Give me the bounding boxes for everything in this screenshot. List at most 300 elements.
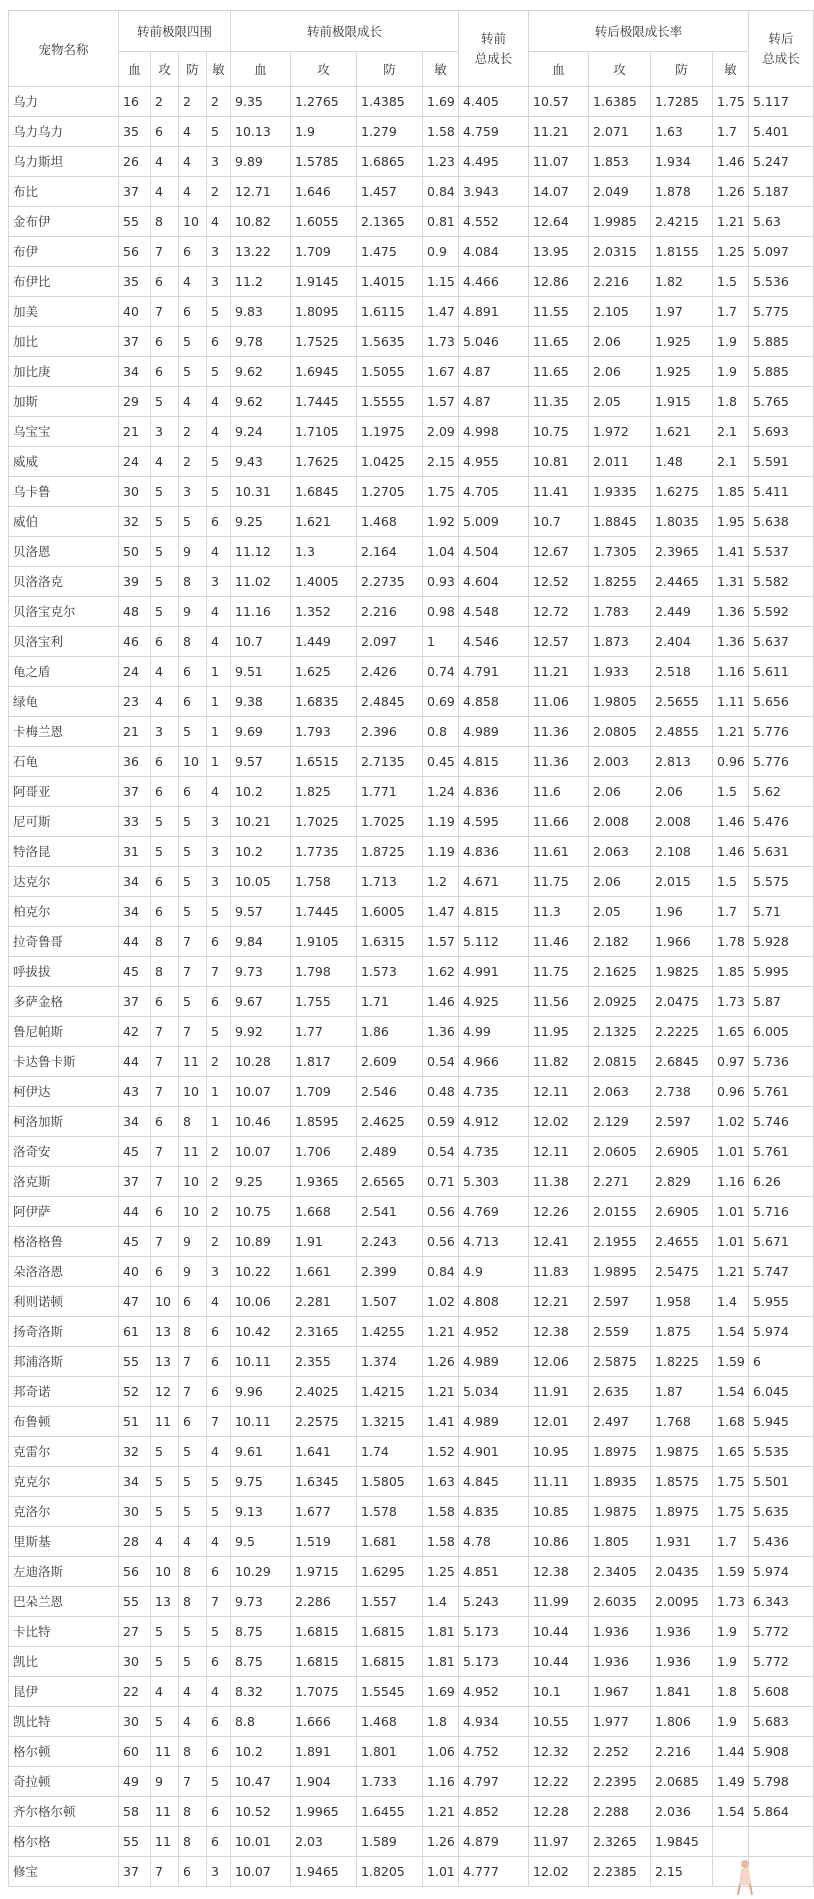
stat-cell: 1.15 <box>423 267 459 297</box>
stat-cell: 2.6035 <box>589 1587 651 1617</box>
stat-cell: 5 <box>207 1017 231 1047</box>
stat-cell: 3 <box>179 477 207 507</box>
stat-cell: 7 <box>207 957 231 987</box>
stat-cell: 1.86 <box>357 1017 423 1047</box>
stat-cell: 1.9465 <box>291 1857 357 1887</box>
stat-cell: 6 <box>207 1797 231 1827</box>
stat-cell: 9 <box>179 597 207 627</box>
table-row <box>9 1497 814 1527</box>
stat-cell: 1.713 <box>357 867 423 897</box>
stat-cell: 5.908 <box>749 1737 814 1767</box>
stat-cell: 0.8 <box>423 717 459 747</box>
stat-cell: 1.4215 <box>357 1377 423 1407</box>
stat-cell: 4 <box>179 387 207 417</box>
stat-cell: 1.519 <box>291 1527 357 1557</box>
stat-cell: 12.41 <box>529 1227 589 1257</box>
stat-cell: 4 <box>151 687 179 717</box>
sub-header-def: 防 <box>357 52 423 87</box>
pet-name-cell: 朵洛洛恩 <box>9 1257 119 1287</box>
table-row <box>9 1707 814 1737</box>
stat-cell: 1.62 <box>423 957 459 987</box>
stat-cell: 7 <box>151 297 179 327</box>
stat-cell: 2.036 <box>651 1797 713 1827</box>
stat-cell: 1.85 <box>713 957 749 987</box>
stat-cell: 1.92 <box>423 507 459 537</box>
stat-cell: 4 <box>207 387 231 417</box>
stat-cell: 4.752 <box>459 1737 529 1767</box>
stat-cell: 34 <box>119 357 151 387</box>
stat-cell: 6 <box>151 777 179 807</box>
stat-cell: 2.097 <box>357 627 423 657</box>
stat-cell: 13 <box>151 1317 179 1347</box>
stat-cell: 2.546 <box>357 1077 423 1107</box>
stat-cell: 5 <box>207 477 231 507</box>
stat-cell: 1.8 <box>713 1677 749 1707</box>
stat-cell: 2.06 <box>589 327 651 357</box>
stat-cell: 11.38 <box>529 1167 589 1197</box>
stat-cell: 35 <box>119 117 151 147</box>
pet-stats-table <box>8 10 814 1887</box>
stat-cell: 11.36 <box>529 747 589 777</box>
pet-name-cell: 绿龟 <box>9 687 119 717</box>
stat-cell: 11.41 <box>529 477 589 507</box>
stat-cell: 1.7105 <box>291 417 357 447</box>
stat-cell: 2.06 <box>589 867 651 897</box>
stat-cell: 4.78 <box>459 1527 529 1557</box>
stat-cell: 31 <box>119 837 151 867</box>
stat-cell: 1.9 <box>713 1647 749 1677</box>
stat-cell: 5.097 <box>749 237 814 267</box>
stat-cell: 10.07 <box>231 1137 291 1167</box>
stat-cell: 5 <box>179 1497 207 1527</box>
stat-cell: 6.005 <box>749 1017 814 1047</box>
stat-cell: 55 <box>119 1827 151 1857</box>
table-row <box>9 837 814 867</box>
stat-cell: 11 <box>151 1737 179 1767</box>
stat-cell: 10.81 <box>529 447 589 477</box>
pet-name-cell: 乌宝宝 <box>9 417 119 447</box>
table-row <box>9 1377 814 1407</box>
stat-cell: 4.713 <box>459 1227 529 1257</box>
table-row <box>9 1287 814 1317</box>
stat-cell: 5.974 <box>749 1557 814 1587</box>
stat-cell: 1.7 <box>713 297 749 327</box>
stat-cell: 2.0685 <box>651 1767 713 1797</box>
stat-cell: 52 <box>119 1377 151 1407</box>
stat-cell: 4.769 <box>459 1197 529 1227</box>
stat-cell: 1.21 <box>423 1797 459 1827</box>
stat-cell: 12.72 <box>529 597 589 627</box>
stat-cell: 1.7 <box>713 897 749 927</box>
stat-cell: 6 <box>151 627 179 657</box>
stat-cell: 9.61 <box>231 1437 291 1467</box>
stat-cell: 6 <box>179 237 207 267</box>
stat-cell: 1.967 <box>589 1677 651 1707</box>
watermark-figure-icon <box>730 1858 756 1896</box>
stat-cell: 37 <box>119 177 151 207</box>
stat-cell: 10.11 <box>231 1407 291 1437</box>
stat-cell: 5.772 <box>749 1617 814 1647</box>
stat-cell: 5.117 <box>749 87 814 117</box>
table-row <box>9 807 814 837</box>
stat-cell: 2.355 <box>291 1347 357 1377</box>
stat-cell: 1.31 <box>713 567 749 597</box>
stat-cell: 2.063 <box>589 1077 651 1107</box>
stat-cell: 16 <box>119 87 151 117</box>
stat-cell: 11 <box>151 1407 179 1437</box>
stat-cell: 4.595 <box>459 807 529 837</box>
stat-cell: 2.4855 <box>651 717 713 747</box>
stat-cell: 2.1 <box>713 447 749 477</box>
stat-cell: 58 <box>119 1797 151 1827</box>
stat-cell: 5.631 <box>749 837 814 867</box>
table-row <box>9 1557 814 1587</box>
stat-cell: 1.65 <box>713 1437 749 1467</box>
stat-cell <box>713 1827 749 1857</box>
stat-cell: 2.271 <box>589 1167 651 1197</box>
stat-cell: 2.4655 <box>651 1227 713 1257</box>
stat-cell: 4.836 <box>459 837 529 867</box>
stat-cell: 1.78 <box>713 927 749 957</box>
stat-cell: 2.2575 <box>291 1407 357 1437</box>
stat-cell: 6 <box>207 1827 231 1857</box>
stat-cell: 10.42 <box>231 1317 291 1347</box>
table-row <box>9 1017 814 1047</box>
stat-cell: 0.93 <box>423 567 459 597</box>
table-row <box>9 87 814 117</box>
stat-cell: 11.06 <box>529 687 589 717</box>
stat-cell: 4 <box>179 1707 207 1737</box>
stat-cell: 1.41 <box>713 537 749 567</box>
table-row <box>9 1077 814 1107</box>
stat-cell: 3 <box>207 237 231 267</box>
pet-name-cell: 龟之盾 <box>9 657 119 687</box>
stat-cell: 23 <box>119 687 151 717</box>
stat-cell: 4.552 <box>459 207 529 237</box>
stat-cell: 1.25 <box>713 237 749 267</box>
stat-cell: 2.0155 <box>589 1197 651 1227</box>
stat-cell: 6 <box>207 507 231 537</box>
stat-cell: 11.95 <box>529 1017 589 1047</box>
stat-cell: 1.7 <box>713 1527 749 1557</box>
stat-cell: 9.84 <box>231 927 291 957</box>
stat-cell: 11.61 <box>529 837 589 867</box>
stat-cell: 1.468 <box>357 1707 423 1737</box>
stat-cell: 10.1 <box>529 1677 589 1707</box>
stat-cell: 1.54 <box>713 1797 749 1827</box>
table-row <box>9 1857 814 1887</box>
stat-cell: 1.972 <box>589 417 651 447</box>
stat-cell: 1.0425 <box>357 447 423 477</box>
stat-cell: 12.71 <box>231 177 291 207</box>
table-row <box>9 1137 814 1167</box>
stat-cell: 4 <box>207 417 231 447</box>
stat-cell: 1.6815 <box>291 1647 357 1677</box>
stat-cell: 6 <box>179 687 207 717</box>
stat-cell: 10.7 <box>529 507 589 537</box>
stat-cell: 5 <box>207 357 231 387</box>
stat-cell: 5.716 <box>749 1197 814 1227</box>
stat-cell: 10.86 <box>529 1527 589 1557</box>
pet-name-cell: 巴朵兰恩 <box>9 1587 119 1617</box>
table-row <box>9 387 814 417</box>
stat-cell: 1.26 <box>423 1827 459 1857</box>
stat-cell: 0.56 <box>423 1227 459 1257</box>
stat-cell: 14.07 <box>529 177 589 207</box>
stat-cell: 5.046 <box>459 327 529 357</box>
stat-cell: 11.83 <box>529 1257 589 1287</box>
table-header <box>9 11 814 87</box>
stat-cell: 9.83 <box>231 297 291 327</box>
stat-cell: 2.2385 <box>589 1857 651 1887</box>
stat-cell: 4.604 <box>459 567 529 597</box>
stat-cell: 1.936 <box>589 1617 651 1647</box>
stat-cell: 5.173 <box>459 1647 529 1677</box>
stat-cell: 1.475 <box>357 237 423 267</box>
stat-cell: 55 <box>119 1347 151 1377</box>
stat-cell: 9.92 <box>231 1017 291 1047</box>
stat-cell: 11.36 <box>529 717 589 747</box>
stat-cell: 9.96 <box>231 1377 291 1407</box>
stat-cell: 37 <box>119 1857 151 1887</box>
stat-cell: 2.1 <box>713 417 749 447</box>
stat-cell: 11.75 <box>529 957 589 987</box>
stat-cell: 12.22 <box>529 1767 589 1797</box>
stat-cell: 1.21 <box>713 207 749 237</box>
stat-cell: 1.73 <box>423 327 459 357</box>
stat-cell: 1.54 <box>713 1317 749 1347</box>
stat-cell: 7 <box>151 1857 179 1887</box>
stat-cell: 26 <box>119 147 151 177</box>
stat-cell: 5.401 <box>749 117 814 147</box>
stat-cell: 6 <box>151 267 179 297</box>
table-row <box>9 1047 814 1077</box>
stat-cell: 11.82 <box>529 1047 589 1077</box>
stat-cell: 4.546 <box>459 627 529 657</box>
stat-cell: 6 <box>151 327 179 357</box>
stat-cell: 1 <box>423 627 459 657</box>
stat-cell: 0.84 <box>423 177 459 207</box>
stat-cell: 1.21 <box>423 1317 459 1347</box>
stat-cell: 1.706 <box>291 1137 357 1167</box>
stat-cell: 1.666 <box>291 1707 357 1737</box>
stat-cell: 1.6865 <box>357 147 423 177</box>
stat-cell: 1.47 <box>423 297 459 327</box>
stat-cell: 24 <box>119 447 151 477</box>
stat-cell: 1.49 <box>713 1767 749 1797</box>
table-row <box>9 117 814 147</box>
stat-cell: 1.5 <box>713 867 749 897</box>
pet-name-cell: 鲁尼帕斯 <box>9 1017 119 1047</box>
stat-cell: 11.66 <box>529 807 589 837</box>
stat-cell: 5 <box>207 1467 231 1497</box>
stat-cell: 1.63 <box>651 117 713 147</box>
stat-cell: 10.22 <box>231 1257 291 1287</box>
stat-cell: 5.611 <box>749 657 814 687</box>
stat-cell: 4.858 <box>459 687 529 717</box>
stat-cell: 11 <box>179 1047 207 1077</box>
stat-cell: 2.05 <box>589 387 651 417</box>
stat-cell: 3 <box>151 417 179 447</box>
stat-cell: 2.3165 <box>291 1317 357 1347</box>
stat-cell: 1.7735 <box>291 837 357 867</box>
stat-cell: 6 <box>207 1737 231 1767</box>
pet-name-cell: 威伯 <box>9 507 119 537</box>
stat-cell: 1.7445 <box>291 897 357 927</box>
pet-name-cell: 凯比 <box>9 1647 119 1677</box>
stat-cell: 4 <box>207 627 231 657</box>
stat-cell: 5 <box>207 117 231 147</box>
stat-cell: 1.24 <box>423 777 459 807</box>
stat-cell: 2.09 <box>423 417 459 447</box>
table-row <box>9 477 814 507</box>
stat-cell: 2.6565 <box>357 1167 423 1197</box>
stat-cell: 2.049 <box>589 177 651 207</box>
stat-cell: 1.875 <box>651 1317 713 1347</box>
stat-cell: 0.69 <box>423 687 459 717</box>
stat-cell: 1.02 <box>713 1107 749 1137</box>
stat-cell: 1.5635 <box>357 327 423 357</box>
stat-cell: 12.11 <box>529 1077 589 1107</box>
stat-cell: 4 <box>179 117 207 147</box>
stat-cell: 2.404 <box>651 627 713 657</box>
pet-name-cell: 布比 <box>9 177 119 207</box>
stat-cell: 2 <box>207 1197 231 1227</box>
stat-cell: 2.008 <box>651 807 713 837</box>
stat-cell: 7 <box>151 1167 179 1197</box>
stat-cell: 5.575 <box>749 867 814 897</box>
stat-cell: 2 <box>179 447 207 477</box>
stat-cell: 2.4025 <box>291 1377 357 1407</box>
table-row <box>9 1227 814 1257</box>
table-row <box>9 867 814 897</box>
pet-name-cell: 修宝 <box>9 1857 119 1887</box>
stat-cell: 3.943 <box>459 177 529 207</box>
pet-name-cell: 扬奇洛斯 <box>9 1317 119 1347</box>
stat-cell: 1.771 <box>357 777 423 807</box>
stat-cell: 8 <box>179 567 207 597</box>
stat-cell: 5 <box>179 867 207 897</box>
stat-cell: 4.735 <box>459 1137 529 1167</box>
stat-cell: 1.75 <box>713 1467 749 1497</box>
stat-cell: 2.1365 <box>357 207 423 237</box>
stat-cell: 6 <box>151 1197 179 1227</box>
stat-cell: 1.5 <box>713 777 749 807</box>
table-row <box>9 687 814 717</box>
stat-cell: 2.497 <box>589 1407 651 1437</box>
stat-cell: 1.01 <box>713 1197 749 1227</box>
stat-cell: 5.798 <box>749 1767 814 1797</box>
stat-cell: 2.011 <box>589 447 651 477</box>
stat-cell: 4.405 <box>459 87 529 117</box>
stat-cell: 1.01 <box>713 1227 749 1257</box>
stat-cell: 5 <box>151 1617 179 1647</box>
stat-cell: 4.912 <box>459 1107 529 1137</box>
stat-cell: 0.56 <box>423 1197 459 1227</box>
stat-cell: 0.54 <box>423 1047 459 1077</box>
stat-cell: 5 <box>151 1707 179 1737</box>
stat-cell: 1.59 <box>713 1347 749 1377</box>
stat-cell: 10.75 <box>231 1197 291 1227</box>
stat-cell: 1.8595 <box>291 1107 357 1137</box>
stat-cell: 5.772 <box>749 1647 814 1677</box>
stat-cell: 2.6845 <box>651 1047 713 1077</box>
sub-header-atk: 攻 <box>291 52 357 87</box>
stat-cell: 2.609 <box>357 1047 423 1077</box>
stat-cell: 1.63 <box>423 1467 459 1497</box>
stat-cell: 2.6905 <box>651 1137 713 1167</box>
stat-cell: 7 <box>151 1017 179 1047</box>
table-row <box>9 927 814 957</box>
stat-cell: 22 <box>119 1677 151 1707</box>
pet-name-cell: 贝洛宝利 <box>9 627 119 657</box>
stat-cell: 11.46 <box>529 927 589 957</box>
stat-cell: 4.504 <box>459 537 529 567</box>
stat-cell: 45 <box>119 1227 151 1257</box>
table-row <box>9 147 814 177</box>
stat-cell: 1.73 <box>713 1587 749 1617</box>
stat-cell: 4.548 <box>459 597 529 627</box>
stat-cell: 1.75 <box>423 477 459 507</box>
stat-cell: 11.12 <box>231 537 291 567</box>
stat-cell: 0.45 <box>423 747 459 777</box>
stat-cell: 2.0315 <box>589 237 651 267</box>
stat-cell: 9.24 <box>231 417 291 447</box>
stat-cell: 1.67 <box>423 357 459 387</box>
stat-cell: 10.28 <box>231 1047 291 1077</box>
stat-cell: 1.6385 <box>589 87 651 117</box>
stat-cell: 1.57 <box>423 927 459 957</box>
stat-cell: 5 <box>179 717 207 747</box>
stat-cell: 12.86 <box>529 267 589 297</box>
stat-cell: 2.597 <box>651 1107 713 1137</box>
stat-cell: 32 <box>119 507 151 537</box>
stat-cell: 1.95 <box>713 507 749 537</box>
stat-cell: 2.738 <box>651 1077 713 1107</box>
stat-cell: 10 <box>179 1197 207 1227</box>
stat-cell: 1.77 <box>291 1017 357 1047</box>
stat-cell: 1.4385 <box>357 87 423 117</box>
stat-cell: 4.99 <box>459 1017 529 1047</box>
stat-cell: 1.801 <box>357 1737 423 1767</box>
stat-cell: 4.466 <box>459 267 529 297</box>
stat-cell: 3 <box>207 1857 231 1887</box>
stat-cell: 7 <box>151 1077 179 1107</box>
stat-cell: 4.851 <box>459 1557 529 1587</box>
stat-cell: 6 <box>151 897 179 927</box>
stat-cell: 1.6815 <box>291 1617 357 1647</box>
stat-cell: 9.78 <box>231 327 291 357</box>
stat-cell: 10.05 <box>231 867 291 897</box>
stat-cell: 12.38 <box>529 1557 589 1587</box>
pet-name-cell: 洛克斯 <box>9 1167 119 1197</box>
stat-cell: 24 <box>119 657 151 687</box>
stat-cell: 37 <box>119 987 151 1017</box>
stat-cell: 5 <box>207 297 231 327</box>
sub-header-agi: 敏 <box>713 52 749 87</box>
stat-cell: 1.668 <box>291 1197 357 1227</box>
stat-cell: 1.805 <box>589 1527 651 1557</box>
stat-cell: 1.21 <box>713 717 749 747</box>
stat-cell: 1.26 <box>713 177 749 207</box>
header-pre-growth: 转前极限成长 <box>231 11 459 52</box>
stat-cell: 5.034 <box>459 1377 529 1407</box>
stat-cell: 5 <box>151 807 179 837</box>
stat-cell: 9.38 <box>231 687 291 717</box>
stat-cell: 1.468 <box>357 507 423 537</box>
stat-cell: 1.9985 <box>589 207 651 237</box>
stat-cell: 1.589 <box>357 1827 423 1857</box>
